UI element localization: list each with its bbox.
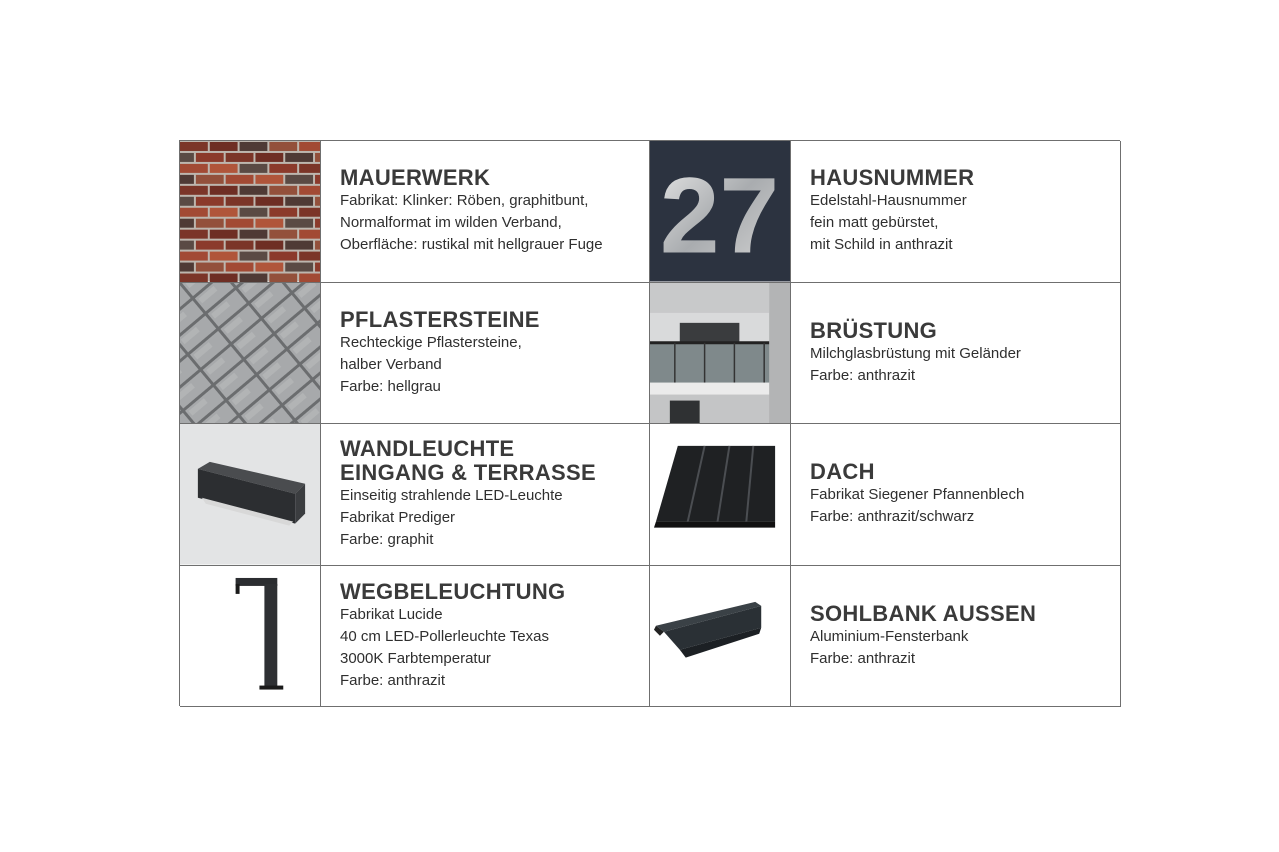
item-line: Milchglasbrüstung mit Geländer bbox=[810, 344, 1021, 362]
brick-wall-icon bbox=[180, 141, 321, 283]
item-line: Einseitig strahlende LED-Leuchte bbox=[340, 487, 563, 505]
item-title: BRÜSTUNG bbox=[810, 317, 938, 343]
item-line: 3000K Farbtemperatur bbox=[340, 649, 491, 667]
item-title: DACH bbox=[810, 459, 875, 485]
item-title: WEGBELEUCHTUNG bbox=[340, 578, 566, 604]
item-title: PFLASTERSTEINE bbox=[340, 306, 540, 332]
item-title: WANDLEUCHTE EINGANG & TERRASSE bbox=[340, 436, 596, 486]
item-dach bbox=[791, 424, 1121, 566]
paving-stones-icon bbox=[180, 283, 321, 425]
item-line: Farbe: anthrazit bbox=[810, 366, 916, 384]
item-hausnummer bbox=[791, 141, 1121, 283]
item-line: mit Schild in anthrazit bbox=[810, 236, 953, 254]
item-line: 40 cm LED-Pollerleuchte Texas bbox=[340, 627, 549, 645]
item-line: Farbe: graphit bbox=[340, 531, 434, 549]
item-wegbeleuchtung bbox=[321, 566, 650, 708]
item-title: HAUSNUMMER bbox=[810, 165, 975, 191]
bollard-light-icon bbox=[180, 566, 321, 708]
item-mauerwerk bbox=[321, 141, 650, 283]
item-pflastersteine bbox=[321, 283, 650, 425]
item-line: Aluminium-Fensterbank bbox=[810, 627, 969, 645]
roof-sheet-icon bbox=[650, 424, 791, 566]
item-line: Fabrikat Siegener Pfannenblech bbox=[810, 486, 1025, 504]
house-number-icon bbox=[650, 141, 791, 283]
item-line: Edelstahl-Hausnummer bbox=[810, 192, 967, 210]
wall-lamp-icon bbox=[180, 424, 321, 566]
item-line: Oberfläche: rustikal mit hellgrauer Fuge bbox=[340, 236, 603, 254]
item-line: Farbe: hellgrau bbox=[340, 377, 441, 395]
house-number-text: 27 bbox=[659, 155, 780, 276]
item-line: Farbe: anthrazit bbox=[340, 671, 446, 689]
item-line: Rechteckige Pflastersteine, bbox=[340, 333, 522, 351]
window-sill-icon bbox=[650, 566, 791, 708]
item-bruestung bbox=[791, 283, 1121, 425]
item-line: Farbe: anthrazit/schwarz bbox=[810, 508, 975, 526]
item-wandleuchte bbox=[321, 424, 650, 566]
item-line: Fabrikat Prediger bbox=[340, 509, 456, 527]
item-line: Fabrikat: Klinker: Röben, graphitbunt, bbox=[340, 192, 589, 210]
item-sohlbank bbox=[791, 566, 1121, 708]
item-line: halber Verband bbox=[340, 355, 442, 373]
item-line: fein matt gebürstet, bbox=[810, 214, 939, 232]
item-line: Farbe: anthrazit bbox=[810, 649, 916, 667]
material-grid bbox=[179, 140, 1120, 706]
item-line: Normalformat im wilden Verband, bbox=[340, 214, 562, 232]
item-title: MAUERWERK bbox=[340, 165, 491, 191]
item-line: Fabrikat Lucide bbox=[340, 605, 443, 623]
item-title: SOHLBANK AUSSEN bbox=[810, 600, 1037, 626]
balcony-railing-icon bbox=[650, 283, 791, 425]
